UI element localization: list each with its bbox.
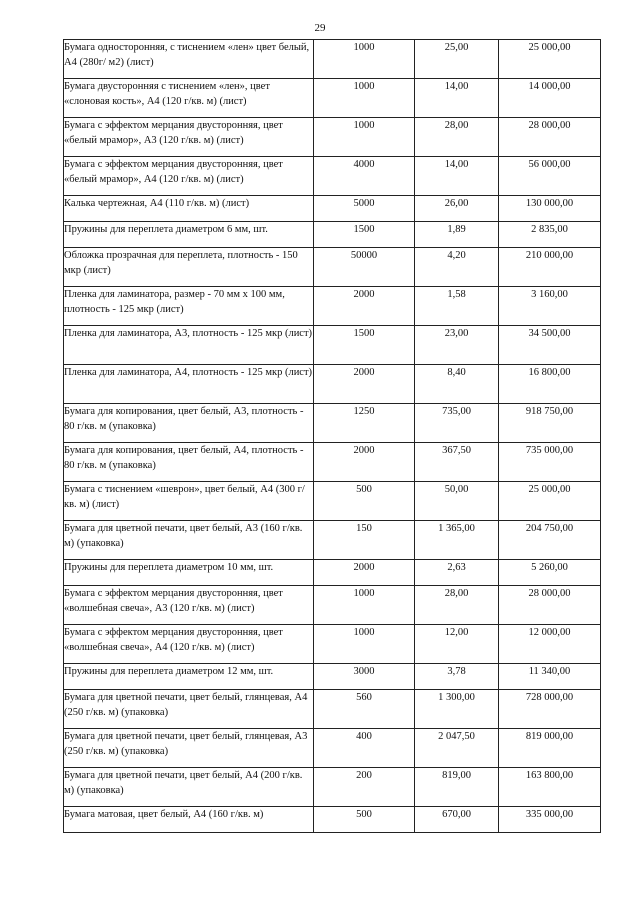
total-cell: 335 000,00 [499,807,601,833]
item-name-cell: Бумага для цветной печати, цвет белый, глянцевая, А4 (250 г/кв. м) (упаковка) [64,690,314,729]
unit-price-cell: 1,58 [415,287,499,326]
table-row [64,365,601,404]
table-row [64,248,601,287]
unit-price-cell: 28,00 [415,586,499,625]
table-row [64,326,601,365]
quantity-cell: 1000 [314,118,415,157]
unit-price-cell: 14,00 [415,79,499,118]
unit-price-cell: 367,50 [415,443,499,482]
quantity-cell: 1500 [314,326,415,365]
unit-price-cell: 26,00 [415,196,499,222]
item-name-cell: Бумага с тиснением «шеврон», цвет белый, А4 (300 г/кв. м) (лист) [64,482,314,521]
quantity-cell: 2000 [314,560,415,586]
table-row [64,664,601,690]
table-row [64,690,601,729]
quantity-cell: 200 [314,768,415,807]
item-name-cell: Бумага с эффектом мерцания двусторонняя, цвет «волшебная свеча», А3 (120 г/кв. м) (лист) [64,586,314,625]
total-cell: 11 340,00 [499,664,601,690]
item-name-cell: Бумага для цветной печати, цвет белый, А3 (160 г/кв. м) (упаковка) [64,521,314,560]
table-row [64,586,601,625]
unit-price-cell: 14,00 [415,157,499,196]
item-name-cell: Пружины для переплета диаметром 6 мм, шт. [64,222,314,248]
quantity-cell: 5000 [314,196,415,222]
quantity-cell: 400 [314,729,415,768]
table-row [64,287,601,326]
total-cell: 12 000,00 [499,625,601,664]
table-row [64,729,601,768]
total-cell: 204 750,00 [499,521,601,560]
total-cell: 34 500,00 [499,326,601,365]
quantity-cell: 3000 [314,664,415,690]
unit-price-cell: 4,20 [415,248,499,287]
item-name-cell: Обложка прозрачная для переплета, плотность - 150 мкр (лист) [64,248,314,287]
total-cell: 210 000,00 [499,248,601,287]
total-cell: 735 000,00 [499,443,601,482]
quantity-cell: 2000 [314,287,415,326]
table-row [64,157,601,196]
item-name-cell: Пружины для переплета диаметром 10 мм, шт. [64,560,314,586]
total-cell: 14 000,00 [499,79,601,118]
items-table-body [64,40,601,833]
item-name-cell: Пленка для ламинатора, размер - 70 мм х 100 мм, плотность - 125 мкр (лист) [64,287,314,326]
table-row [64,768,601,807]
item-name-cell: Бумага для копирования, цвет белый, А3, плотность - 80 г/кв. м (упаковка) [64,404,314,443]
table-row [64,118,601,157]
total-cell: 130 000,00 [499,196,601,222]
total-cell: 819 000,00 [499,729,601,768]
total-cell: 918 750,00 [499,404,601,443]
unit-price-cell: 50,00 [415,482,499,521]
quantity-cell: 150 [314,521,415,560]
total-cell: 25 000,00 [499,482,601,521]
quantity-cell: 500 [314,807,415,833]
quantity-cell: 1250 [314,404,415,443]
quantity-cell: 500 [314,482,415,521]
unit-price-cell: 2 047,50 [415,729,499,768]
unit-price-cell: 8,40 [415,365,499,404]
unit-price-cell: 819,00 [415,768,499,807]
unit-price-cell: 2,63 [415,560,499,586]
item-name-cell: Бумага с эффектом мерцания двусторонняя, цвет «белый мрамор», А4 (120 г/кв. м) (лист) [64,157,314,196]
table-row [64,222,601,248]
table-row [64,79,601,118]
quantity-cell: 2000 [314,443,415,482]
unit-price-cell: 28,00 [415,118,499,157]
items-table [63,39,601,833]
total-cell: 163 800,00 [499,768,601,807]
table-row [64,40,601,79]
quantity-cell: 4000 [314,157,415,196]
unit-price-cell: 735,00 [415,404,499,443]
item-name-cell: Бумага с эффектом мерцания двусторонняя, цвет «белый мрамор», А3 (120 г/кв. м) (лист) [64,118,314,157]
table-row [64,443,601,482]
table-row [64,807,601,833]
table-row [64,482,601,521]
total-cell: 28 000,00 [499,118,601,157]
item-name-cell: Бумага для цветной печати, цвет белый, А4 (200 г/кв. м) (упаковка) [64,768,314,807]
item-name-cell: Бумага двусторонняя с тиснением «лен», цвет «слоновая кость», А4 (120 г/кв. м) (лист) [64,79,314,118]
quantity-cell: 1000 [314,586,415,625]
item-name-cell: Пленка для ламинатора, А3, плотность - 125 мкр (лист) [64,326,314,365]
total-cell: 728 000,00 [499,690,601,729]
unit-price-cell: 1,89 [415,222,499,248]
unit-price-cell: 1 300,00 [415,690,499,729]
quantity-cell: 1500 [314,222,415,248]
quantity-cell: 1000 [314,79,415,118]
quantity-cell: 50000 [314,248,415,287]
total-cell: 2 835,00 [499,222,601,248]
item-name-cell: Пружины для переплета диаметром 12 мм, шт. [64,664,314,690]
total-cell: 5 260,00 [499,560,601,586]
item-name-cell: Бумага матовая, цвет белый, А4 (160 г/кв. м) [64,807,314,833]
page-number: 29 [314,22,326,34]
total-cell: 3 160,00 [499,287,601,326]
item-name-cell: Бумага с эффектом мерцания двусторонняя, цвет «волшебная свеча», А4 (120 г/кв. м) (лист) [64,625,314,664]
item-name-cell: Бумага односторонняя, с тиснением «лен» цвет белый, А4 (280г/ м2) (лист) [64,40,314,79]
total-cell: 16 800,00 [499,365,601,404]
item-name-cell: Пленка для ламинатора, А4, плотность - 125 мкр (лист) [64,365,314,404]
unit-price-cell: 1 365,00 [415,521,499,560]
item-name-cell: Калька чертежная, А4 (110 г/кв. м) (лист) [64,196,314,222]
unit-price-cell: 23,00 [415,326,499,365]
quantity-cell: 1000 [314,625,415,664]
item-name-cell: Бумага для цветной печати, цвет белый, глянцевая, А3 (250 г/кв. м) (упаковка) [64,729,314,768]
table-row [64,404,601,443]
table-row [64,625,601,664]
total-cell: 28 000,00 [499,586,601,625]
quantity-cell: 1000 [314,40,415,79]
unit-price-cell: 12,00 [415,625,499,664]
unit-price-cell: 670,00 [415,807,499,833]
total-cell: 25 000,00 [499,40,601,79]
unit-price-cell: 25,00 [415,40,499,79]
quantity-cell: 2000 [314,365,415,404]
table-row [64,196,601,222]
item-name-cell: Бумага для копирования, цвет белый, А4, плотность - 80 г/кв. м (упаковка) [64,443,314,482]
table-row [64,521,601,560]
quantity-cell: 560 [314,690,415,729]
table-row [64,560,601,586]
total-cell: 56 000,00 [499,157,601,196]
unit-price-cell: 3,78 [415,664,499,690]
